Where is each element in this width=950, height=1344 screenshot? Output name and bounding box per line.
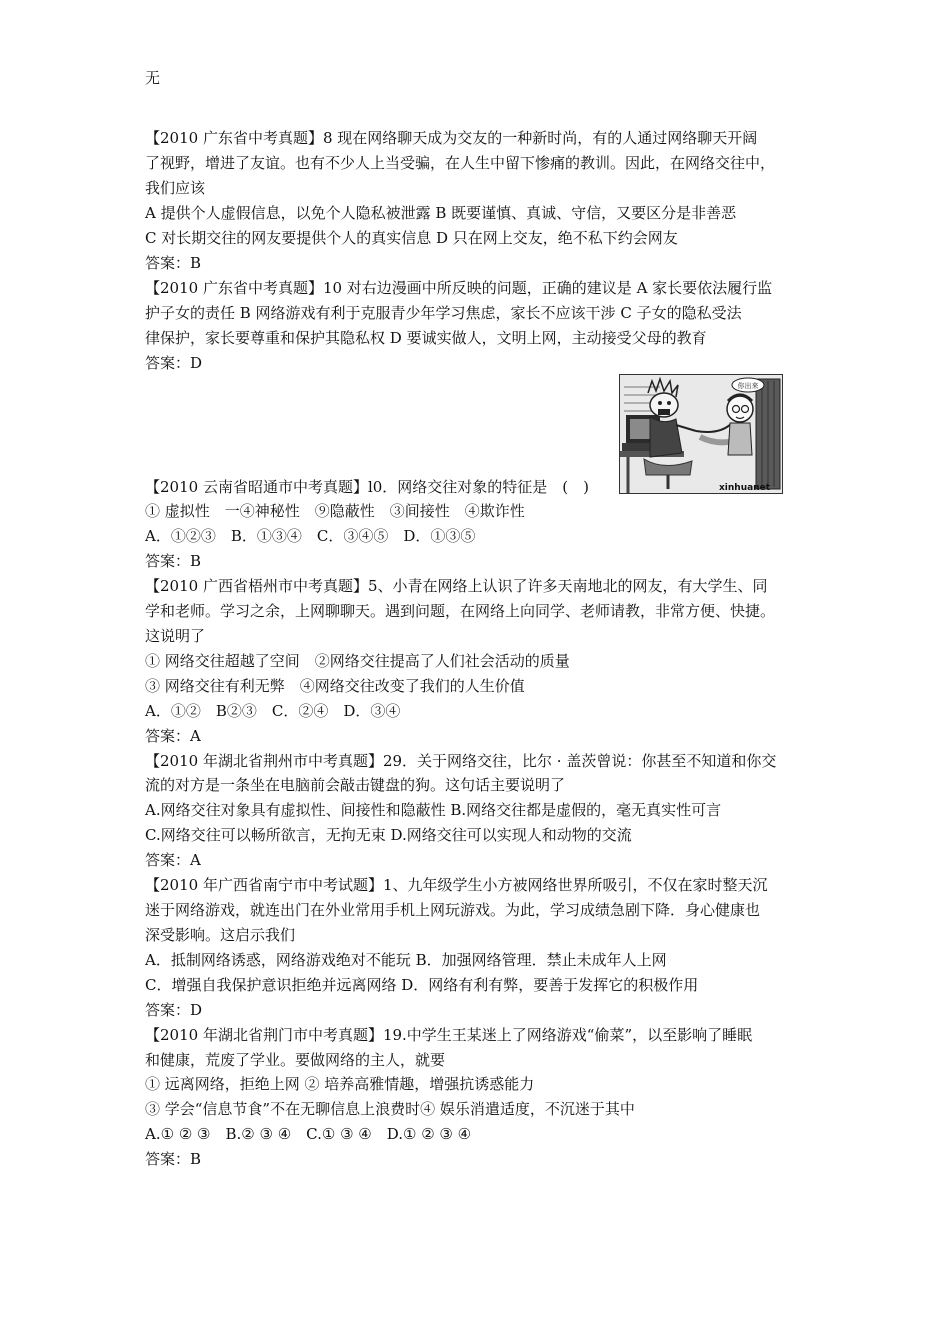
question-line: 律保护，家长要尊重和保护其隐私权 D 要诚实做人，文明上网，主动接受父母的教育: [145, 329, 707, 347]
option-line: A 提供个人虚假信息，以免个人隐私被泄露 B 既要谨慎、真诚、守信，又要区分是非善恶: [145, 204, 737, 222]
option-line: A．①② B②③ C．②④ D．③④: [145, 702, 401, 720]
answer-line: 答案：B: [145, 254, 202, 272]
question-line: 我们应该: [145, 179, 206, 197]
question-line: 护子女的责任 B 网络游戏有利于克服青少年学习焦虑，家长不应该干涉 C 子女的隐私受法: [145, 304, 742, 322]
question-line: 【2010 年湖北省荆门市中考真题】19.中学生王某迷上了网络游戏“偷菜”，以至影响了睡眠: [145, 1026, 753, 1044]
option-line: A.网络交往对象具有虚拟性、间接性和隐蔽性 B.网络交往都是虚假的，毫无真实性可言: [145, 801, 722, 819]
answer-line: 答案：B: [145, 1150, 202, 1168]
question-line: 【2010 年湖北省荆州市中考真题】29．关于网络交往，比尔 · 盖茨曾说：你甚至不知道和你交: [145, 752, 777, 770]
option-line: A．抵制网络诱惑，网络游戏绝对不能玩 B．加强网络管理．禁止未成年人上网: [145, 951, 667, 969]
answer-line: 答案：D: [145, 1001, 203, 1019]
option-line: C．增强自我保护意识拒绝并远离网络 D．网络有利有弊，要善于发挥它的积极作用: [145, 976, 699, 994]
cartoon-drawing: [620, 375, 782, 493]
cartoon-caption: 你出来: [737, 382, 759, 390]
answer-line: 答案：B: [145, 552, 202, 570]
option-line: ③ 网络交往有利无弊 ④网络交往改变了我们的人生价值: [145, 677, 525, 695]
question-line: 【2010 云南省昭通市中考真题】l0．网络交往对象的特征是 ( ): [145, 478, 589, 496]
option-line: A．①②③ B．①③④ C．③④⑤ D．①③⑤: [145, 527, 476, 545]
question-line: 和健康，荒废了学业。要做网络的主人，就要: [145, 1051, 446, 1069]
option-line: ① 网络交往超越了空间 ②网络交往提高了人们社会活动的质量: [145, 652, 570, 670]
question-line: 【2010 广东省中考真题】8 现在网络聊天成为交友的一种新时尚，有的人通过网络聊天开阔: [145, 129, 758, 147]
question-line: 迷于网络游戏，就连出门在外业常用手机上网玩游戏。为此，学习成绩急剧下降．身心健康也: [145, 901, 761, 919]
option-line: A.① ② ③ B.② ③ ④ C.① ③ ④ D.① ② ③ ④: [145, 1125, 472, 1143]
question-line: 学和老师。学习之余，上网聊聊天。遇到问题，在网络上向同学、老师请教，非常方便、快捷。: [145, 602, 776, 620]
option-line: C.网络交往可以畅所欲言，无拘无束 D.网络交往可以实现人和动物的交流: [145, 826, 632, 844]
answer-line: 答案：A: [145, 851, 201, 869]
option-line: C 对长期交往的网友要提供个人的真实信息 D 只在网上交友，绝不私下约会网友: [145, 229, 678, 247]
question-line: 【2010 广东省中考真题】10 对右边漫画中所反映的问题，正确的建议是 A 家长要依法履行监: [145, 279, 773, 297]
question-line: 这说明了: [145, 627, 206, 645]
question-line: 【2010 年广西省南宁市中考试题】1、九年级学生小方被网络世界所吸引，不仅在家时整天沉: [145, 876, 768, 894]
option-line: ① 虚拟性 一④神秘性 ⑨隐蔽性 ③间接性 ④欺诈性: [145, 502, 525, 520]
answer-line: 答案：A: [145, 727, 201, 745]
answer-line: 答案：D: [145, 354, 203, 372]
question-line: 了视野，增进了友谊。也有不少人上当受骗，在人生中留下惨痛的教训。因此，在网络交往中，: [145, 154, 776, 172]
question-line: 深受影响。这启示我们: [145, 926, 296, 944]
header-text: 无: [145, 69, 161, 87]
question-line: 【2010 广西省梧州市中考真题】5、小青在网络上认识了许多天南地北的网友，有大学生、同: [145, 577, 768, 595]
question-line: 流的对方是一条坐在电脑前会敲击键盘的狗。这句话主要说明了: [145, 776, 566, 794]
cartoon-watermark: xinhuanet: [719, 483, 770, 493]
cartoon-image: [619, 374, 783, 494]
option-line: ① 远离网络，拒绝上网 ② 培养高雅情趣，增强抗诱惑能力: [145, 1075, 535, 1093]
option-line: ③ 学会“信息节食”不在无聊信息上浪费时④ 娱乐消遣适度，不沉迷于其中: [145, 1100, 635, 1118]
